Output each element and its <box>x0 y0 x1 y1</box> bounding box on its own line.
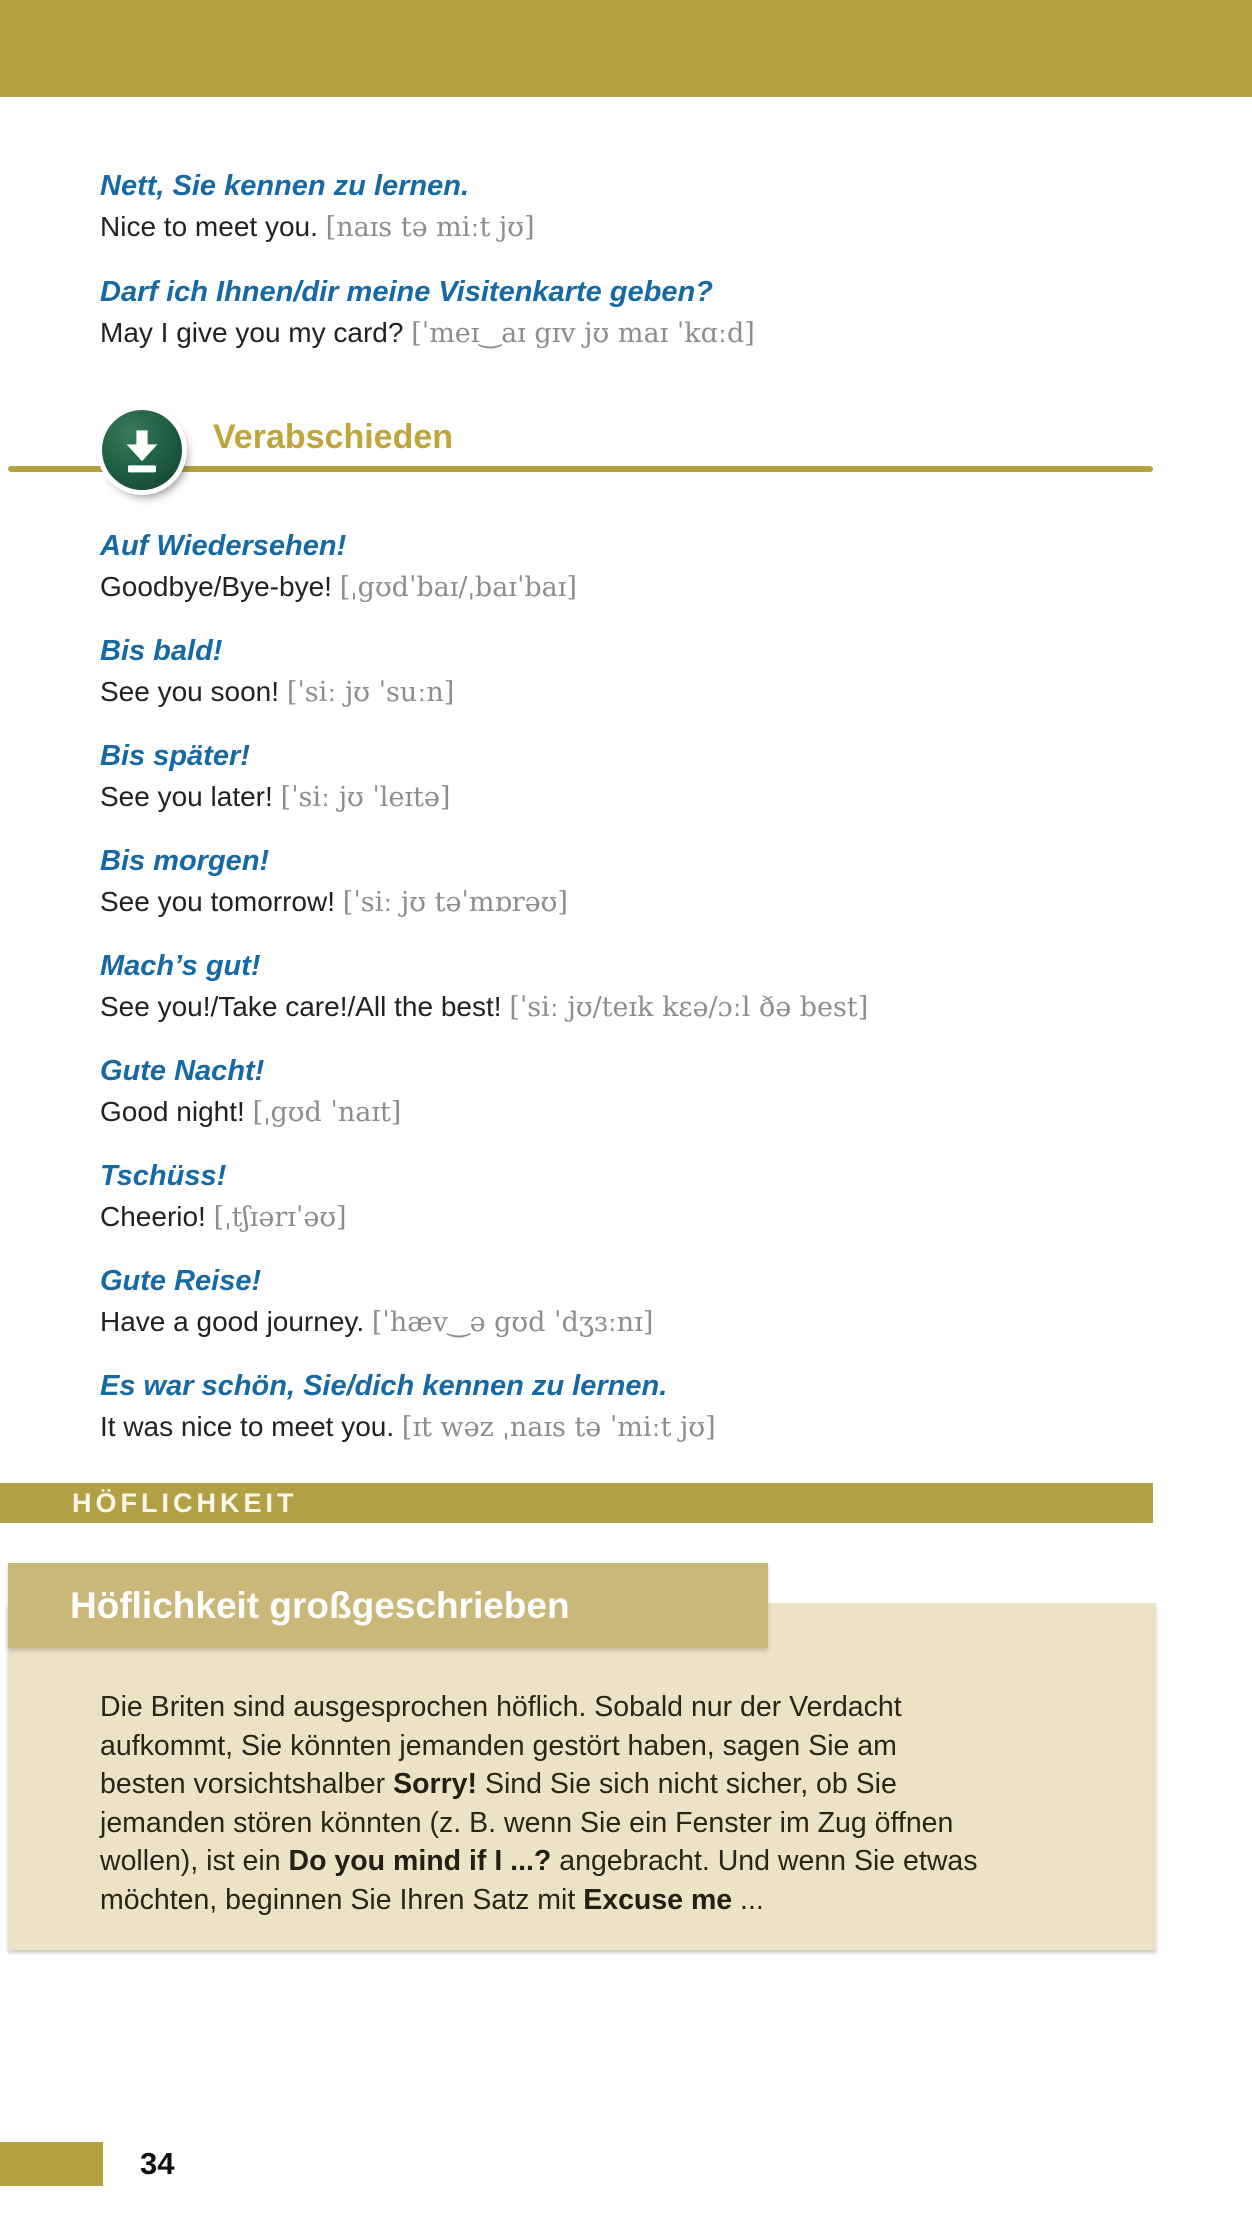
german-phrase: Bis später! <box>100 740 250 772</box>
phrase-pair <box>100 170 1160 245</box>
paragraph-line: Die Briten sind ausgesprochen höflich. Sobald nur der Verdacht <box>100 1691 902 1723</box>
ipa-transcription: [ˈsiː jʊ ˈleɪtə] <box>280 782 451 813</box>
german-phrase: Gute Nacht! <box>100 1055 265 1087</box>
ipa-transcription: [ˌtʃɪərɪˈəʊ] <box>213 1202 347 1233</box>
intro-phrase-list <box>100 170 1160 382</box>
ipa-transcription: [ˌgʊd ˈnaɪt] <box>252 1097 402 1128</box>
phrase-pair <box>100 1265 1160 1340</box>
german-phrase: Auf Wiedersehen! <box>100 530 347 562</box>
paragraph-line: jemanden stören könnten (z. B. wenn Sie ein Fenster im Zug öffnen <box>100 1806 954 1839</box>
paragraph-line: wollen), ist ein Do you mind if I ...? angebracht. Und wenn Sie etwas <box>100 1845 978 1877</box>
phrase-pair <box>100 276 1160 351</box>
ipa-transcription: [ɪt wəz ˌnaɪs tə ˈmiːt jʊ] <box>401 1412 716 1443</box>
phrase-pair <box>100 740 1160 815</box>
english-translation: It was nice to meet you. [ɪt wəz ˌnaɪs tə ˈmiːt jʊ] <box>100 1411 716 1443</box>
ipa-transcription: [ˈsiː jʊ/teɪk kɛə/ɔːl ðə best] <box>509 992 869 1023</box>
paragraph-line: möchten, beginnen Sie Ihren Satz mit Excuse me ... <box>100 1883 764 1916</box>
phrase-pair <box>100 1370 1160 1445</box>
english-translation: See you soon! [ˈsiː jʊ ˈsuːn] <box>100 676 455 708</box>
german-phrase: Bis bald! <box>100 635 223 667</box>
ipa-transcription: [ˈsiː jʊ ˈsuːn] <box>286 677 455 708</box>
section-title: Verabschieden <box>213 418 454 456</box>
english-translation: Goodbye/Bye-bye! [ˌgʊdˈbaɪ/ˌbaɪˈbaɪ] <box>100 571 577 603</box>
german-phrase: Nett, Sie kennen zu lernen. <box>100 170 470 202</box>
ipa-transcription: [ˈmeɪ‿aɪ gɪv jʊ maɪ ˈkɑːd] <box>411 318 755 349</box>
english-translation: See you later! [ˈsiː jʊ ˈleɪtə] <box>100 781 451 813</box>
page-number: 34 <box>140 2146 175 2181</box>
phrase-pair <box>100 635 1160 710</box>
top-banner <box>0 0 1252 97</box>
ipa-transcription: [ˈsiː jʊ təˈmɒrəʊ] <box>342 887 568 918</box>
english-translation: See you!/Take care!/All the best! [ˈsiː jʊ/teɪk kɛə/ɔːl ðə best] <box>100 991 869 1023</box>
phrase-pair <box>100 1160 1160 1235</box>
english-translation: May I give you my card? [ˈmeɪ‿aɪ gɪv jʊ maɪ ˈkɑːd] <box>100 317 755 349</box>
phrase-pair <box>100 1055 1160 1130</box>
paragraph-line: aufkommt, Sie könnten jemanden gestört haben, sagen Sie am <box>100 1729 897 1762</box>
german-phrase: Mach’s gut! <box>100 950 261 982</box>
phrase-pair <box>100 845 1160 920</box>
german-phrase: Darf ich Ihnen/dir meine Visitenkarte geben? <box>100 276 713 308</box>
chapter-kicker-bar: HÖFLICHKEIT <box>0 1483 1153 1523</box>
german-phrase: Bis morgen! <box>100 845 270 877</box>
info-box-title: Höflichkeit großgeschrieben <box>8 1563 768 1648</box>
section-header <box>0 400 1252 510</box>
german-phrase: Es war schön, Sie/dich kennen zu lernen. <box>100 1370 668 1402</box>
section-divider-line <box>8 466 1153 472</box>
phrase-pair <box>100 950 1160 1025</box>
paragraph-line: besten vorsichtshalber Sorry! Sind Sie sich nicht sicher, ob Sie <box>100 1768 897 1800</box>
info-paragraph <box>100 1688 1110 1919</box>
english-translation: Good night! [ˌgʊd ˈnaɪt] <box>100 1096 402 1128</box>
german-phrase: Gute Reise! <box>100 1265 262 1297</box>
english-translation: See you tomorrow! [ˈsiː jʊ təˈmɒrəʊ] <box>100 886 568 918</box>
phrase-list <box>100 530 1160 1475</box>
footer-gold-rectangle <box>0 2142 103 2186</box>
english-translation: Nice to meet you. [naɪs tə miːt jʊ] <box>100 211 535 243</box>
english-translation: Cheerio! [ˌtʃɪərɪˈəʊ] <box>100 1201 347 1233</box>
ipa-transcription: [ˌgʊdˈbaɪ/ˌbaɪˈbaɪ] <box>339 572 577 603</box>
ipa-transcription: [ˈhæv‿ə gʊd ˈdʒɜːnɪ] <box>371 1307 654 1338</box>
german-phrase: Tschüss! <box>100 1160 227 1192</box>
ipa-transcription: [naɪs tə miːt jʊ] <box>325 212 535 243</box>
download-arrow-icon <box>102 410 182 490</box>
phrase-pair <box>100 530 1160 605</box>
english-translation: Have a good journey. [ˈhæv‿ə gʊd ˈdʒɜːnɪ] <box>100 1306 654 1338</box>
